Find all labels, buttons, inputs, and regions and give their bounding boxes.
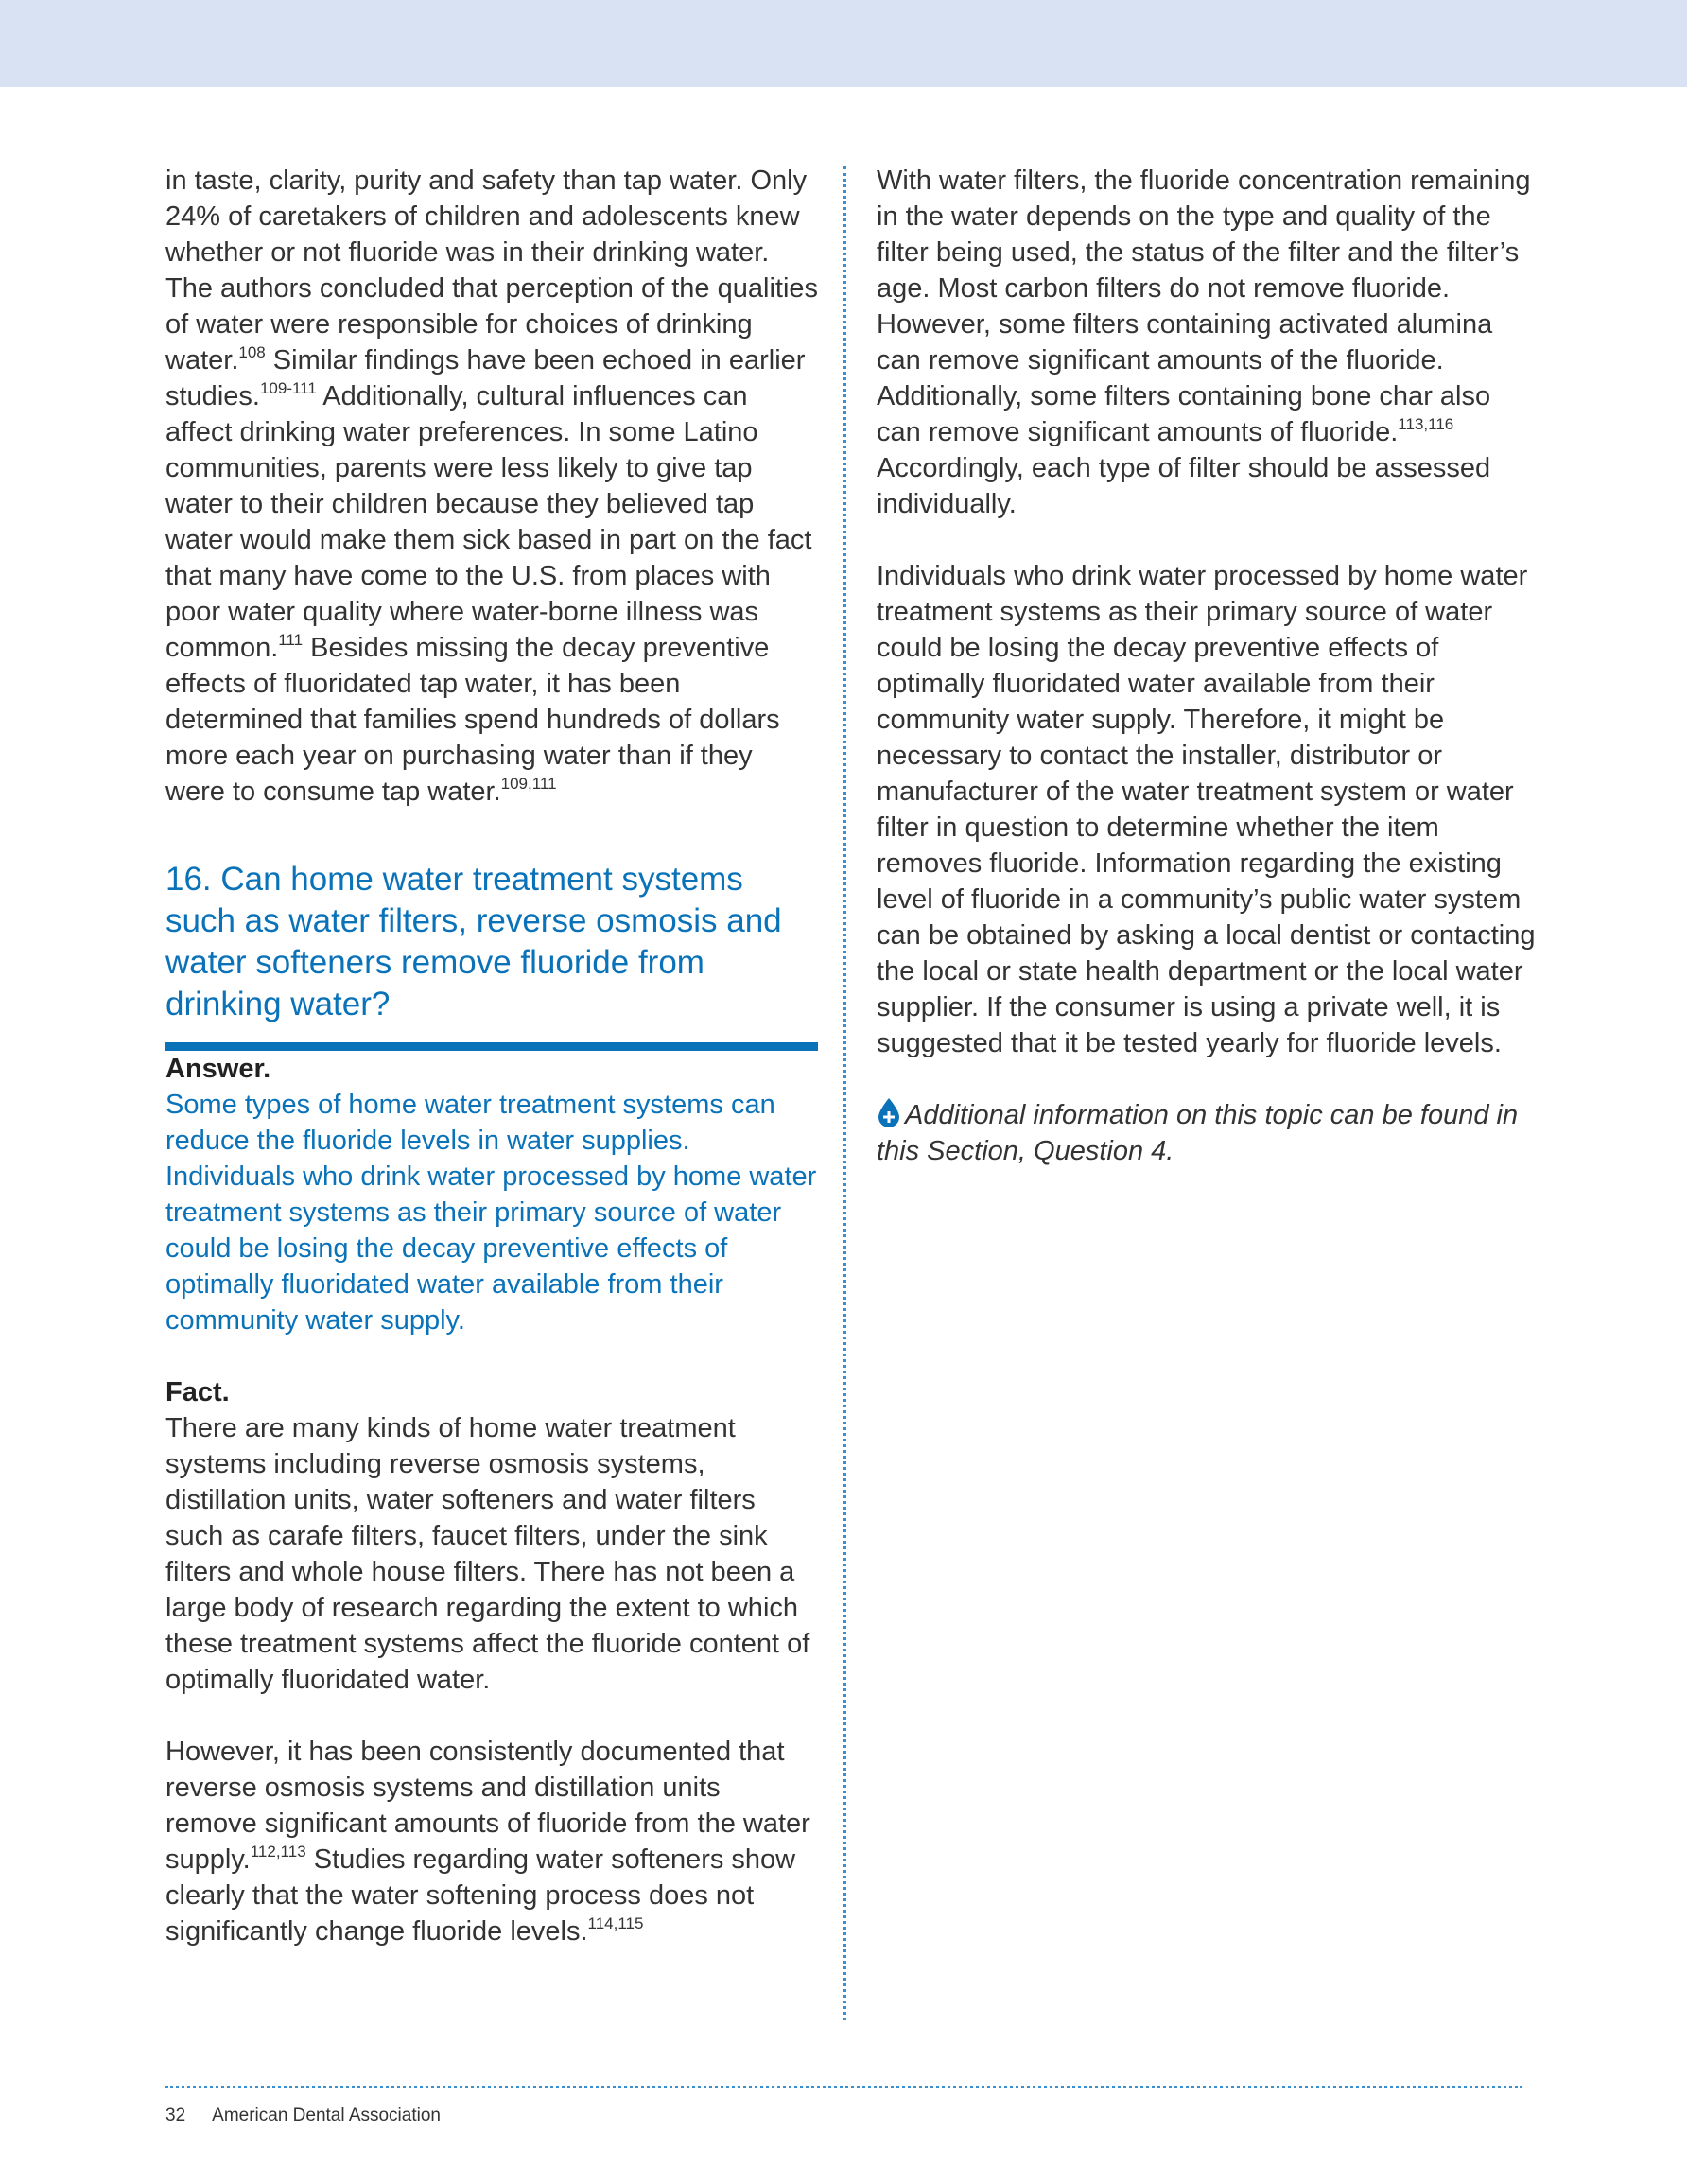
answer-text: Some types of home water treatment systems can reduce the fluoride levels in water supplies. Individuals who drink water processed by home water treatment systems as their primary source of water could be losing the decay preventive effects of optimally fluoridated water available from their community water supply.: [165, 1090, 817, 1336]
header-band: [0, 0, 1687, 87]
citation-superscript: 113,116: [1398, 415, 1454, 433]
answer-label: Answer.: [165, 1054, 271, 1084]
page-footer: [165, 2104, 441, 2128]
filters-paragraph: With water filters, the fluoride concentration remaining in the water depends on the type and quality of the filter being used, the status of the filter and the filter’s age. Most carbon filters do not remove fluoride. However, some filters containing activated alumina can remove significant amounts of the fluoride. Additionally, some filters containing bone char also can remove significant amounts of fluoride.$^{113,116}$ Accordingly, each type of filter should be assessed individually.: [877, 166, 1531, 519]
fact-label: Fact.: [165, 1377, 230, 1407]
home-systems-paragraph: Individuals who drink water processed by home water treatment systems as their primary source of water could be losing the decay preventive effects of optimally fluoridated water available from their community water supply. Therefore, it might be necessary to contact the installer, distributor or manufacturer of the water treatment system or water filter in question to determine whether the item removes fluoride. Information regarding the existing level of fluoride in a community’s public water system can be obtained by asking a local dentist or contacting the local or state health department or the local water supplier. If the consumer is using a private well, it is suggested that it be tested yearly for fluoride levels.: [877, 561, 1536, 1058]
fact-paragraph-2: However, it has been consistently documented that reverse osmosis systems and distillation units remove significant amounts of fluoride from the water supply.$^{112,113}$ Studies regarding water softeners show clearly that the water softening process does not significantly change fluoride levels.$^{114,115}$: [165, 1737, 810, 1947]
footer-divider: [165, 2086, 1522, 2088]
right-column: [877, 163, 1539, 1169]
left-column: [165, 163, 818, 1949]
column-divider: [844, 166, 846, 2020]
question-heading: 16. Can home water treatment systems such as water filters, reverse osmosis and water softeners remove fluoride from drinking water?: [165, 859, 818, 1051]
intro-paragraph: in taste, clarity, purity and safety than tap water. Only 24% of caretakers of children and adolescents knew whether or not fluoride was in their drinking water. The authors concluded that perception of the qualities of water were responsible for choices of drinking water.$^{108}$ Similar findings have been echoed in earlier studies.$^{109-111}$ Additionally, cultural influences can affect drinking water preferences. In some Latino communities, parents were less likely to give tap water to their children because they believed tap water would make them sick based in part on the fact that many have come to the U.S. from places with poor water quality where water-borne illness was common.$^{111}$ Besides missing the decay preventive effects of fluoridated tap water, it has been determined that families spend hundreds of dollars more each year on purchasing water than if they were to consume tap water.$^{109,111}$: [165, 166, 819, 807]
fact-paragraph-1: There are many kinds of home water treatment systems including reverse osmosis systems, distillation units, water softeners and water filters such as carafe filters, faucet filters, under the sink filters and whole house filters. There has not been a large body of research regarding the extent to which these treatment systems affect the fluoride content of optimally fluoridated water.: [165, 1413, 810, 1695]
page-number: 32: [165, 2105, 186, 2125]
additional-info-note: [877, 1097, 1539, 1169]
citation-superscript: 109-111: [259, 379, 317, 397]
citation-superscript: 108: [238, 343, 266, 361]
citation-superscript: 109,111: [500, 775, 557, 793]
additional-info-text: Additional information on this topic can be found in this Section, Question 4.: [877, 1100, 1519, 1166]
footer-org: American Dental Association: [212, 2105, 441, 2125]
water-drop-plus-icon: [877, 1097, 901, 1127]
citation-superscript: 111: [278, 631, 304, 649]
citation-superscript: 112,113: [250, 1843, 306, 1861]
citation-superscript: 114,115: [587, 1914, 644, 1932]
